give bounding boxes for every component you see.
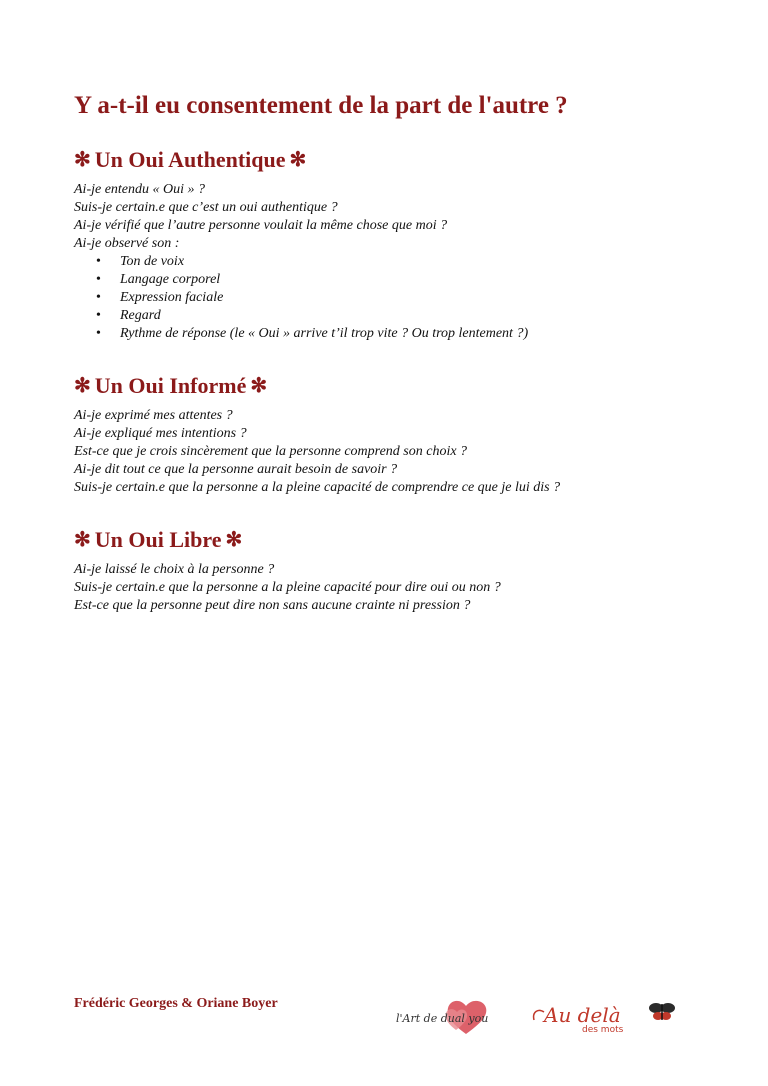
flower-star-icon: ✻: [74, 529, 91, 551]
bullet-icon: •: [96, 326, 101, 341]
section-heading-text: Un Oui Libre: [94, 527, 222, 552]
question-line: Ai-je exprimé mes attentes ?: [74, 408, 233, 423]
heart-logo-icon: [394, 990, 494, 1038]
section-heading: [74, 525, 714, 555]
section-heading: [74, 145, 714, 175]
bullet-icon: •: [96, 272, 101, 287]
list-item-text: Ton de voix: [120, 254, 185, 269]
list-item-text: Regard: [120, 308, 161, 323]
list-item: [74, 325, 714, 343]
flower-star-icon: ✻: [289, 149, 307, 171]
flower-star-icon: ✻: [74, 375, 91, 397]
svg-text:l'Art de dual you: l'Art de dual you: [396, 1012, 489, 1025]
bullet-icon: •: [96, 254, 101, 269]
flower-star-icon: ✻: [74, 149, 91, 171]
list-item: [74, 253, 714, 271]
list-item-text: Rythme de réponse (le « Oui » arrive t’il trop vite ? Ou trop lentement ?): [120, 326, 529, 341]
question-line: Ai-je laissé le choix à la personne ?: [74, 562, 275, 577]
footer-authors: Frédéric Georges & Oriane Boyer: [74, 996, 278, 1011]
question-line: Suis-je certain.e que c’est un oui authentique ?: [74, 200, 338, 215]
section-oui-libre: [74, 525, 714, 615]
question-line: Est-ce que je crois sincèrement que la personne comprend son choix ?: [74, 444, 468, 459]
svg-text:Au delà: Au delà: [544, 1003, 621, 1027]
question-line: Ai-je observé son :: [74, 236, 180, 251]
section-heading: [74, 371, 714, 401]
question-line: Ai-je dit tout ce que la personne aurait besoin de savoir ?: [74, 462, 398, 477]
logo-art-de-dual-you: [394, 990, 494, 1038]
section-heading-text: Un Oui Authentique: [94, 147, 286, 172]
section-oui-informe: [74, 371, 714, 497]
question-line: Suis-je certain.e que la personne a la pleine capacité pour dire oui ou non ?: [74, 580, 501, 595]
question-line: Ai-je entendu « Oui » ?: [74, 182, 206, 197]
list-item-text: Expression faciale: [120, 290, 224, 305]
svg-text:des mots: des mots: [582, 1025, 624, 1035]
question-line: Ai-je expliqué mes intentions ?: [74, 426, 247, 441]
question-line: Suis-je certain.e que la personne a la pleine capacité de comprendre ce que je lui dis ?: [74, 480, 561, 495]
butterfly-logo-icon: [530, 994, 676, 1036]
list-item-text: Langage corporel: [120, 272, 221, 287]
bullet-icon: •: [96, 308, 101, 323]
list-item: [74, 289, 714, 307]
question-line: Est-ce que la personne peut dire non sans aucune crainte ni pression ?: [74, 598, 471, 613]
bullet-icon: •: [96, 290, 101, 305]
section-heading-text: Un Oui Informé: [94, 373, 247, 398]
list-item: [74, 271, 714, 289]
question-line: Ai-je vérifié que l’autre personne voulait la même chose que moi ?: [74, 218, 448, 233]
list-item: [74, 307, 714, 325]
section-oui-authentique: [74, 145, 714, 343]
flower-star-icon: ✻: [225, 529, 243, 551]
flower-star-icon: ✻: [250, 375, 268, 397]
logo-au-dela-des-mots: [530, 994, 676, 1036]
page-title: Y a-t-il eu consentement de la part de l'autre ?: [74, 92, 568, 119]
observation-list: [74, 253, 714, 343]
